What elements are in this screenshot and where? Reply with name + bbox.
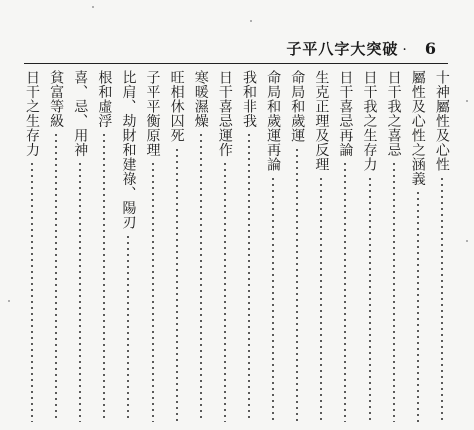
toc-entry-text: 旺相休囚死 bbox=[168, 70, 185, 143]
toc-entry-text: 屬性及心性之涵義 bbox=[409, 70, 426, 186]
scan-speck bbox=[466, 100, 468, 102]
dot-leader bbox=[79, 161, 81, 422]
toc-entry-text: 日干之生存力 bbox=[24, 70, 40, 157]
toc-entry-text: 比肩、劫財和建祿、陽刃 bbox=[120, 70, 137, 230]
toc-entry[interactable] bbox=[311, 70, 331, 422]
toc-entry-text: 喜、忌、用神 bbox=[72, 70, 89, 157]
toc-entry-text: 日干我之生存力 bbox=[361, 70, 378, 172]
toc-entry[interactable] bbox=[360, 70, 380, 422]
dot-leader bbox=[200, 132, 202, 422]
dot-leader bbox=[55, 132, 57, 422]
dot-leader bbox=[103, 132, 105, 422]
scan-speck bbox=[250, 20, 252, 22]
toc-entry[interactable] bbox=[263, 70, 283, 422]
toc-entry-text: 子平平衡原理 bbox=[144, 70, 161, 157]
toc-entry[interactable] bbox=[287, 70, 307, 422]
dot-leader bbox=[320, 176, 322, 423]
dot-leader bbox=[224, 161, 226, 422]
toc-entry[interactable] bbox=[70, 70, 90, 422]
dot-leader bbox=[393, 161, 395, 422]
dot-leader bbox=[369, 176, 371, 423]
toc-entry-text: 日干我之喜忌 bbox=[385, 70, 402, 157]
dot-leader bbox=[344, 161, 346, 422]
page-number: 6 bbox=[424, 39, 436, 58]
dot-leader bbox=[248, 132, 250, 422]
toc-entry[interactable] bbox=[239, 70, 259, 422]
dot-leader bbox=[272, 176, 274, 423]
dot-leader bbox=[441, 176, 443, 423]
toc-entry[interactable] bbox=[22, 70, 42, 422]
toc-entry-text: 十神屬性及心性 bbox=[433, 70, 450, 172]
scan-speck bbox=[92, 6, 94, 8]
dot-leader bbox=[296, 147, 298, 423]
toc-entry-text: 日干喜忌再論 bbox=[337, 70, 354, 157]
toc-entry[interactable] bbox=[191, 70, 211, 422]
toc-entry-text: 生克正理及反理 bbox=[313, 70, 330, 172]
toc-entry[interactable] bbox=[432, 70, 452, 422]
toc-entry[interactable] bbox=[408, 70, 428, 422]
toc-entry[interactable] bbox=[118, 70, 138, 422]
toc-entry-text: 我和非我 bbox=[240, 70, 257, 128]
toc-entry-text: 貧富等級 bbox=[48, 70, 65, 128]
toc-entry[interactable] bbox=[94, 70, 114, 422]
dot-leader bbox=[31, 161, 33, 422]
toc-entry[interactable] bbox=[335, 70, 355, 422]
toc-entry-text: 根和虛浮 bbox=[96, 70, 113, 128]
dot-leader bbox=[152, 161, 154, 422]
scan-speck bbox=[466, 240, 468, 242]
toc-entry-text: 寒暖濕燥 bbox=[192, 70, 209, 128]
toc-entry[interactable] bbox=[46, 70, 66, 422]
toc-entry[interactable] bbox=[143, 70, 163, 422]
toc-entry[interactable] bbox=[167, 70, 187, 422]
header-separator: · bbox=[402, 42, 407, 58]
dot-leader bbox=[176, 147, 178, 423]
table-of-contents bbox=[22, 70, 452, 422]
dot-leader bbox=[417, 190, 419, 422]
toc-entry[interactable] bbox=[215, 70, 235, 422]
running-header bbox=[286, 38, 436, 59]
header-rule bbox=[24, 63, 448, 64]
book-title: 子平八字大突破 bbox=[286, 40, 399, 58]
toc-entry-text: 日干喜忌運作 bbox=[216, 70, 233, 157]
dot-leader bbox=[127, 234, 129, 423]
toc-entry[interactable] bbox=[384, 70, 404, 422]
scan-speck bbox=[8, 300, 10, 302]
toc-entry-text: 命局和歲運再論 bbox=[265, 70, 282, 172]
toc-entry-text: 命局和歲運 bbox=[289, 70, 306, 143]
